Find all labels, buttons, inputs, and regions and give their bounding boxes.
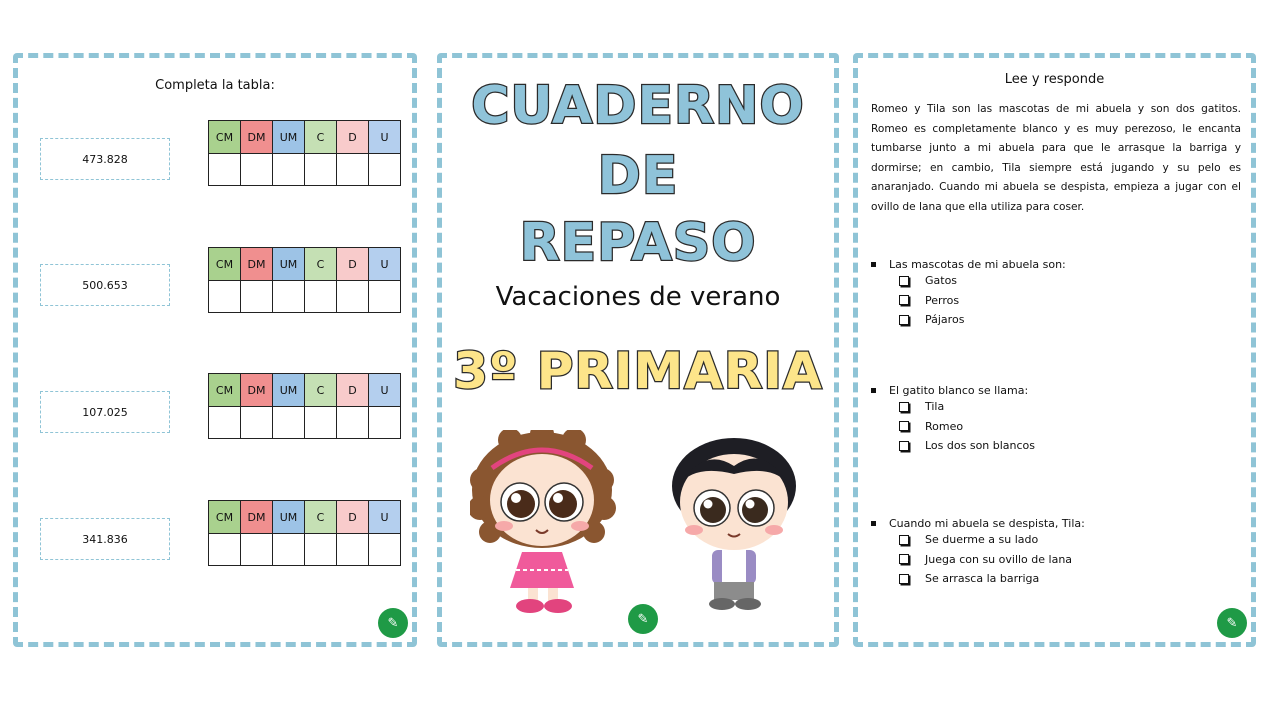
reading-title: Lee y responde bbox=[1004, 72, 1105, 87]
header-c: C bbox=[305, 248, 337, 281]
answer-cell[interactable] bbox=[337, 154, 369, 186]
logo-icon: ✎ bbox=[628, 604, 658, 634]
header-um: UM bbox=[273, 501, 305, 534]
question-stem: El gatito blanco se llama: bbox=[889, 384, 1029, 397]
question-stem: Las mascotas de mi abuela son: bbox=[889, 258, 1066, 271]
question-1 bbox=[871, 258, 1066, 330]
header-cm: CM bbox=[209, 501, 241, 534]
bullet-icon bbox=[871, 388, 876, 393]
header-d: D bbox=[337, 501, 369, 534]
header-dm: DM bbox=[241, 121, 273, 154]
reading-passage: Romeo y Tila son las mascotas de mi abuela y son dos gatitos. Romeo es completamente blanco y es muy perezoso, le encanta tumbarse junto a mi abuela para que le arrasque la barriga y dormirse; en cambio, Tila siempre está jugando y su pelo es anaranjado. Cuando mi abuela se despista, empieza a jugar con el ovillo de lana que ella utiliza para coser. bbox=[871, 103, 1241, 213]
header-d: D bbox=[337, 374, 369, 407]
answer-cell[interactable] bbox=[241, 534, 273, 566]
logo-icon: ✎ bbox=[1217, 608, 1247, 638]
answer-cell[interactable] bbox=[209, 154, 241, 186]
checkbox-icon[interactable] bbox=[899, 315, 909, 325]
header-u: U bbox=[369, 248, 401, 281]
option[interactable]: Perros bbox=[899, 291, 1066, 311]
header-c: C bbox=[305, 501, 337, 534]
bullet-icon bbox=[871, 521, 876, 526]
answer-cell[interactable] bbox=[241, 154, 273, 186]
cover-subtitle: Vacaciones de verano bbox=[495, 282, 781, 312]
header-c: C bbox=[305, 121, 337, 154]
answer-cell[interactable] bbox=[273, 534, 305, 566]
header-um: UM bbox=[273, 248, 305, 281]
header-c: C bbox=[305, 374, 337, 407]
option[interactable]: Juega con su ovillo de lana bbox=[899, 550, 1085, 570]
worksheet-place-value bbox=[13, 53, 417, 647]
header-u: U bbox=[369, 374, 401, 407]
option[interactable]: Gatos bbox=[899, 271, 1066, 291]
header-cm: CM bbox=[209, 374, 241, 407]
answer-cell[interactable] bbox=[337, 281, 369, 313]
answer-cell[interactable] bbox=[337, 534, 369, 566]
answer-cell[interactable] bbox=[305, 407, 337, 439]
answer-cell[interactable] bbox=[305, 534, 337, 566]
question-2 bbox=[871, 384, 1035, 456]
answer-cell[interactable] bbox=[369, 407, 401, 439]
bullet-icon bbox=[871, 262, 876, 267]
place-value-table bbox=[208, 247, 401, 313]
header-dm: DM bbox=[241, 374, 273, 407]
option[interactable]: Romeo bbox=[899, 417, 1035, 437]
header-dm: DM bbox=[241, 248, 273, 281]
cover-title-word-3: REPASO bbox=[519, 213, 757, 273]
number-box: 107.025 bbox=[40, 391, 170, 433]
place-value-table bbox=[208, 373, 401, 439]
answer-cell[interactable] bbox=[209, 281, 241, 313]
girl-illustration bbox=[470, 430, 620, 615]
option[interactable]: Tila bbox=[899, 397, 1035, 417]
answer-cell[interactable] bbox=[305, 281, 337, 313]
answer-cell[interactable] bbox=[369, 281, 401, 313]
number-box: 500.653 bbox=[40, 264, 170, 306]
worksheet-reading bbox=[853, 53, 1256, 647]
option[interactable]: Pájaros bbox=[899, 310, 1066, 330]
checkbox-icon[interactable] bbox=[899, 276, 909, 286]
checkbox-icon[interactable] bbox=[899, 574, 909, 584]
checkbox-icon[interactable] bbox=[899, 421, 909, 431]
question-3 bbox=[871, 517, 1085, 589]
answer-cell[interactable] bbox=[241, 407, 273, 439]
header-cm: CM bbox=[209, 121, 241, 154]
header-cm: CM bbox=[209, 248, 241, 281]
header-um: UM bbox=[273, 374, 305, 407]
checkbox-icon[interactable] bbox=[899, 535, 909, 545]
cover-grade: 3º PRIMARIA bbox=[453, 342, 823, 400]
logo-icon: ✎ bbox=[378, 608, 408, 638]
option[interactable]: Los dos son blancos bbox=[899, 436, 1035, 456]
answer-cell[interactable] bbox=[369, 534, 401, 566]
answer-cell[interactable] bbox=[337, 407, 369, 439]
option[interactable]: Se duerme a su lado bbox=[899, 530, 1085, 550]
header-um: UM bbox=[273, 121, 305, 154]
question-stem: Cuando mi abuela se despista, Tila: bbox=[889, 517, 1085, 530]
header-d: D bbox=[337, 248, 369, 281]
answer-cell[interactable] bbox=[273, 154, 305, 186]
checkbox-icon[interactable] bbox=[899, 554, 909, 564]
place-value-table bbox=[208, 500, 401, 566]
number-box: 341.836 bbox=[40, 518, 170, 560]
header-u: U bbox=[369, 501, 401, 534]
header-d: D bbox=[337, 121, 369, 154]
answer-cell[interactable] bbox=[273, 281, 305, 313]
answer-cell[interactable] bbox=[273, 407, 305, 439]
place-value-table bbox=[208, 120, 401, 186]
cover-title-word-2: DE bbox=[597, 146, 679, 206]
boy-illustration bbox=[664, 436, 804, 616]
option[interactable]: Se arrasca la barriga bbox=[899, 569, 1085, 589]
answer-cell[interactable] bbox=[369, 154, 401, 186]
checkbox-icon[interactable] bbox=[899, 295, 909, 305]
checkbox-icon[interactable] bbox=[899, 441, 909, 451]
header-u: U bbox=[369, 121, 401, 154]
worksheet-title: Completa la tabla: bbox=[155, 78, 275, 93]
answer-cell[interactable] bbox=[209, 407, 241, 439]
answer-cell[interactable] bbox=[305, 154, 337, 186]
cover-title-word-1: CUADERNO bbox=[471, 76, 805, 136]
header-dm: DM bbox=[241, 501, 273, 534]
answer-cell[interactable] bbox=[241, 281, 273, 313]
number-box: 473.828 bbox=[40, 138, 170, 180]
answer-cell[interactable] bbox=[209, 534, 241, 566]
checkbox-icon[interactable] bbox=[899, 402, 909, 412]
cover-page bbox=[437, 53, 839, 647]
